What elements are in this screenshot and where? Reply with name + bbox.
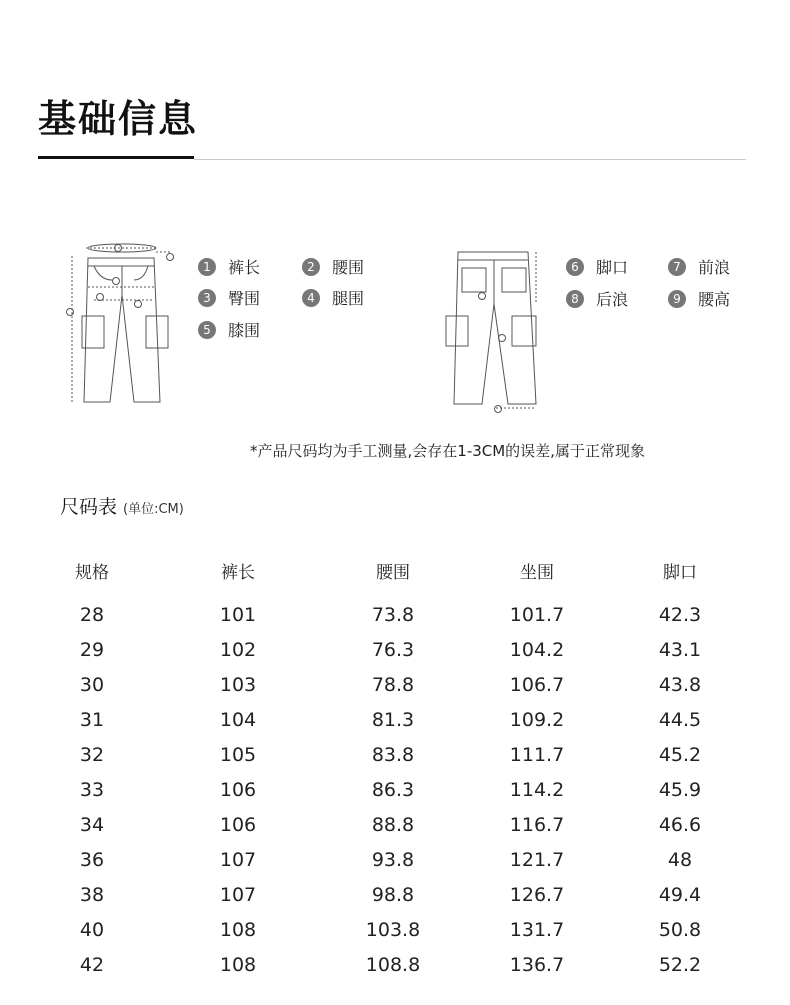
cell-leg-opening: 42.3 (658, 603, 702, 626)
cell-leg-opening: 43.8 (658, 673, 702, 696)
cell-size: 40 (79, 918, 105, 941)
cell-waist: 88.8 (371, 813, 415, 836)
table-row (40, 947, 760, 982)
cell-leg-opening: 50.8 (658, 918, 702, 941)
legend-label: 裤长 (228, 258, 261, 277)
number-badge: 5 (198, 321, 216, 339)
number-badge: 9 (668, 290, 686, 308)
header-length: 裤长 (221, 562, 255, 583)
cell-length: 107 (219, 848, 257, 871)
cell-length: 102 (219, 638, 257, 661)
legend-item-back-rise (566, 287, 628, 310)
cell-hip: 106.7 (509, 673, 565, 696)
cell-hip: 104.2 (509, 638, 565, 661)
number-badge: 2 (302, 258, 320, 276)
size-table (40, 555, 760, 982)
number-badge: 3 (198, 289, 216, 307)
legend-label: 腰围 (332, 258, 365, 277)
legend-label: 脚口 (596, 258, 629, 277)
cell-size: 38 (79, 883, 105, 906)
table-row (40, 842, 760, 877)
cell-length: 106 (219, 778, 257, 801)
cell-waist: 76.3 (371, 638, 415, 661)
cell-waist: 83.8 (371, 743, 415, 766)
cell-length: 107 (219, 883, 257, 906)
cell-waist: 78.8 (371, 673, 415, 696)
cell-length: 101 (219, 603, 257, 626)
header-size: 规格 (75, 562, 109, 583)
cell-leg-opening: 48 (667, 848, 693, 871)
legend-label: 膝围 (228, 321, 261, 340)
cell-waist: 93.8 (371, 848, 415, 871)
cell-size: 36 (79, 848, 105, 871)
legend-item-leg-opening (566, 255, 628, 278)
legend-item-hip (198, 286, 260, 309)
title-underline (38, 156, 194, 159)
table-header-row (40, 555, 760, 585)
cell-hip: 126.7 (509, 883, 565, 906)
table-body (40, 597, 760, 982)
cell-size: 29 (79, 638, 105, 661)
table-row (40, 632, 760, 667)
cell-hip: 131.7 (509, 918, 565, 941)
cell-leg-opening: 45.9 (658, 778, 702, 801)
table-row (40, 702, 760, 737)
cell-waist: 108.8 (365, 953, 421, 976)
size-table-heading: 尺码表 (60, 496, 118, 518)
cell-size: 31 (79, 708, 105, 731)
header-leg-opening: 脚口 (663, 562, 697, 583)
cell-hip: 101.7 (509, 603, 565, 626)
cell-hip: 114.2 (509, 778, 565, 801)
cell-length: 106 (219, 813, 257, 836)
cell-waist: 103.8 (365, 918, 421, 941)
pants-back-diagram (440, 248, 550, 418)
cell-length: 103 (219, 673, 257, 696)
pants-front-diagram (60, 240, 180, 410)
legend-item-front-rise (668, 255, 730, 278)
cell-size: 33 (79, 778, 105, 801)
number-badge: 4 (302, 289, 320, 307)
legend-label: 前浪 (698, 258, 731, 277)
header-hip: 坐围 (520, 562, 554, 583)
cell-hip: 121.7 (509, 848, 565, 871)
legend-item-waist (302, 255, 364, 278)
cell-leg-opening: 46.6 (658, 813, 702, 836)
legend-item-length (198, 255, 260, 278)
cell-size: 34 (79, 813, 105, 836)
cell-size: 32 (79, 743, 105, 766)
table-row (40, 597, 760, 632)
legend-item-waist-height (668, 287, 730, 310)
number-badge: 1 (198, 258, 216, 276)
cell-leg-opening: 45.2 (658, 743, 702, 766)
cell-hip: 116.7 (509, 813, 565, 836)
legend-item-knee (198, 318, 260, 341)
cell-length: 105 (219, 743, 257, 766)
number-badge: 7 (668, 258, 686, 276)
cell-hip: 136.7 (509, 953, 565, 976)
table-row (40, 877, 760, 912)
cell-size: 30 (79, 673, 105, 696)
table-row (40, 667, 760, 702)
number-badge: 6 (566, 258, 584, 276)
legend-label: 臀围 (228, 289, 261, 308)
size-table-unit: (单位:CM) (123, 502, 184, 517)
legend-item-thigh (302, 286, 364, 309)
cell-size: 42 (79, 953, 105, 976)
cell-waist: 86.3 (371, 778, 415, 801)
table-row (40, 772, 760, 807)
table-row (40, 737, 760, 772)
cell-size: 28 (79, 603, 105, 626)
page-title: 基础信息 (38, 97, 199, 141)
cell-hip: 111.7 (509, 743, 565, 766)
legend-label: 腿围 (332, 289, 365, 308)
legend-label: 腰高 (698, 290, 731, 309)
legend-label: 后浪 (596, 290, 629, 309)
size-table-title (60, 492, 184, 519)
cell-length: 108 (219, 953, 257, 976)
cell-waist: 98.8 (371, 883, 415, 906)
cell-hip: 109.2 (509, 708, 565, 731)
cell-leg-opening: 44.5 (658, 708, 702, 731)
cell-leg-opening: 52.2 (658, 953, 702, 976)
section-divider (194, 159, 746, 160)
cell-waist: 73.8 (371, 603, 415, 626)
number-badge: 8 (566, 290, 584, 308)
cell-leg-opening: 49.4 (658, 883, 702, 906)
cell-length: 108 (219, 918, 257, 941)
cell-waist: 81.3 (371, 708, 415, 731)
header-waist: 腰围 (376, 562, 410, 583)
cell-length: 104 (219, 708, 257, 731)
table-row (40, 912, 760, 947)
table-row (40, 807, 760, 842)
measurement-note: *产品尺码均为手工测量,会存在1-3CM的误差,属于正常现象 (250, 442, 645, 460)
cell-leg-opening: 43.1 (658, 638, 702, 661)
